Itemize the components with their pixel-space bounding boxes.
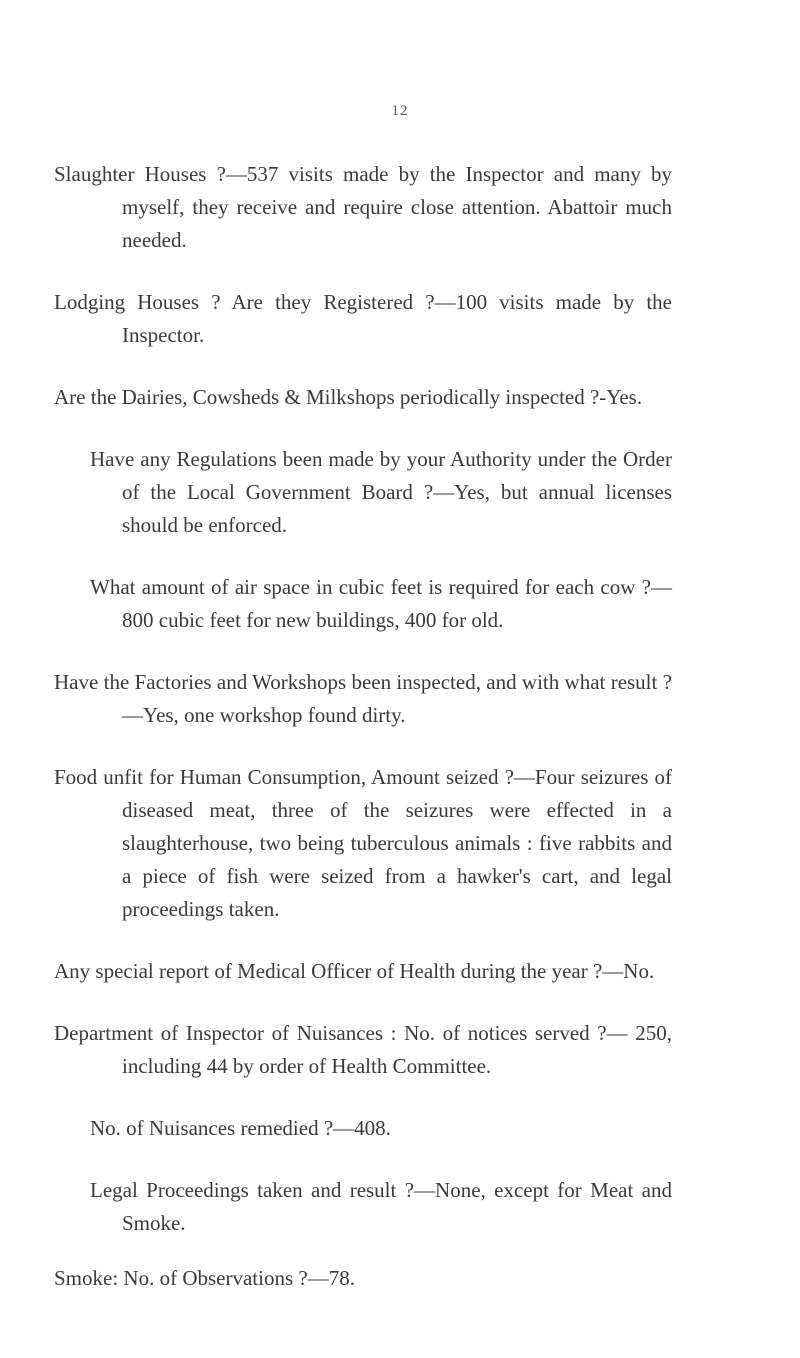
page-content (0, 158, 800, 1295)
page-number: 12 (391, 103, 409, 119)
paragraph-special-report: Any special report of Medical Officer of Health during the year ?—No. (54, 959, 655, 983)
paragraph-factories: Have the Factories and Workshops been inspected, and with what result ?—Yes, one workshop found dirty. (54, 670, 672, 727)
paragraph-slaughter-houses: Slaughter Houses ?—537 visits made by the Inspector and many by myself, they receive and require close attention. Abattoir much needed. (54, 162, 672, 252)
paragraph-smoke: Smoke: No. of Observations ?—78. (54, 1266, 355, 1290)
paragraph-air-space: What amount of air space in cubic feet is required for each cow ?—800 cubic feet for new buildings, 400 for old. (90, 575, 672, 632)
paragraph-dairies: Are the Dairies, Cowsheds & Milkshops periodically inspected ?-Yes. (54, 385, 643, 409)
paragraph-lodging-houses: Lodging Houses ? Are they Registered ?—100 visits made by the Inspector. (54, 290, 672, 347)
paragraph-nuisances-remedied: No. of Nuisances remedied ?—408. (90, 1116, 391, 1140)
paragraph-regulations: Have any Regulations been made by your Authority under the Order of the Local Government Board ?—Yes, but annual licenses should be enforced. (90, 447, 672, 537)
paragraph-food-unfit: Food unfit for Human Consumption, Amount seized ?—Four seizures of diseased meat, three of the seizures were effected in a slaughterhouse, two being tuberculous animals : five rabbits and a piece of fish were seized from a hawker's cart, and legal proceedings taken. (54, 765, 672, 921)
paragraph-nuisances-notices: Department of Inspector of Nuisances : No. of notices served ?— 250, including 44 by order of Health Committee. (54, 1021, 672, 1078)
paragraph-legal-proceedings: Legal Proceedings taken and result ?—None, except for Meat and Smoke. (90, 1178, 672, 1235)
